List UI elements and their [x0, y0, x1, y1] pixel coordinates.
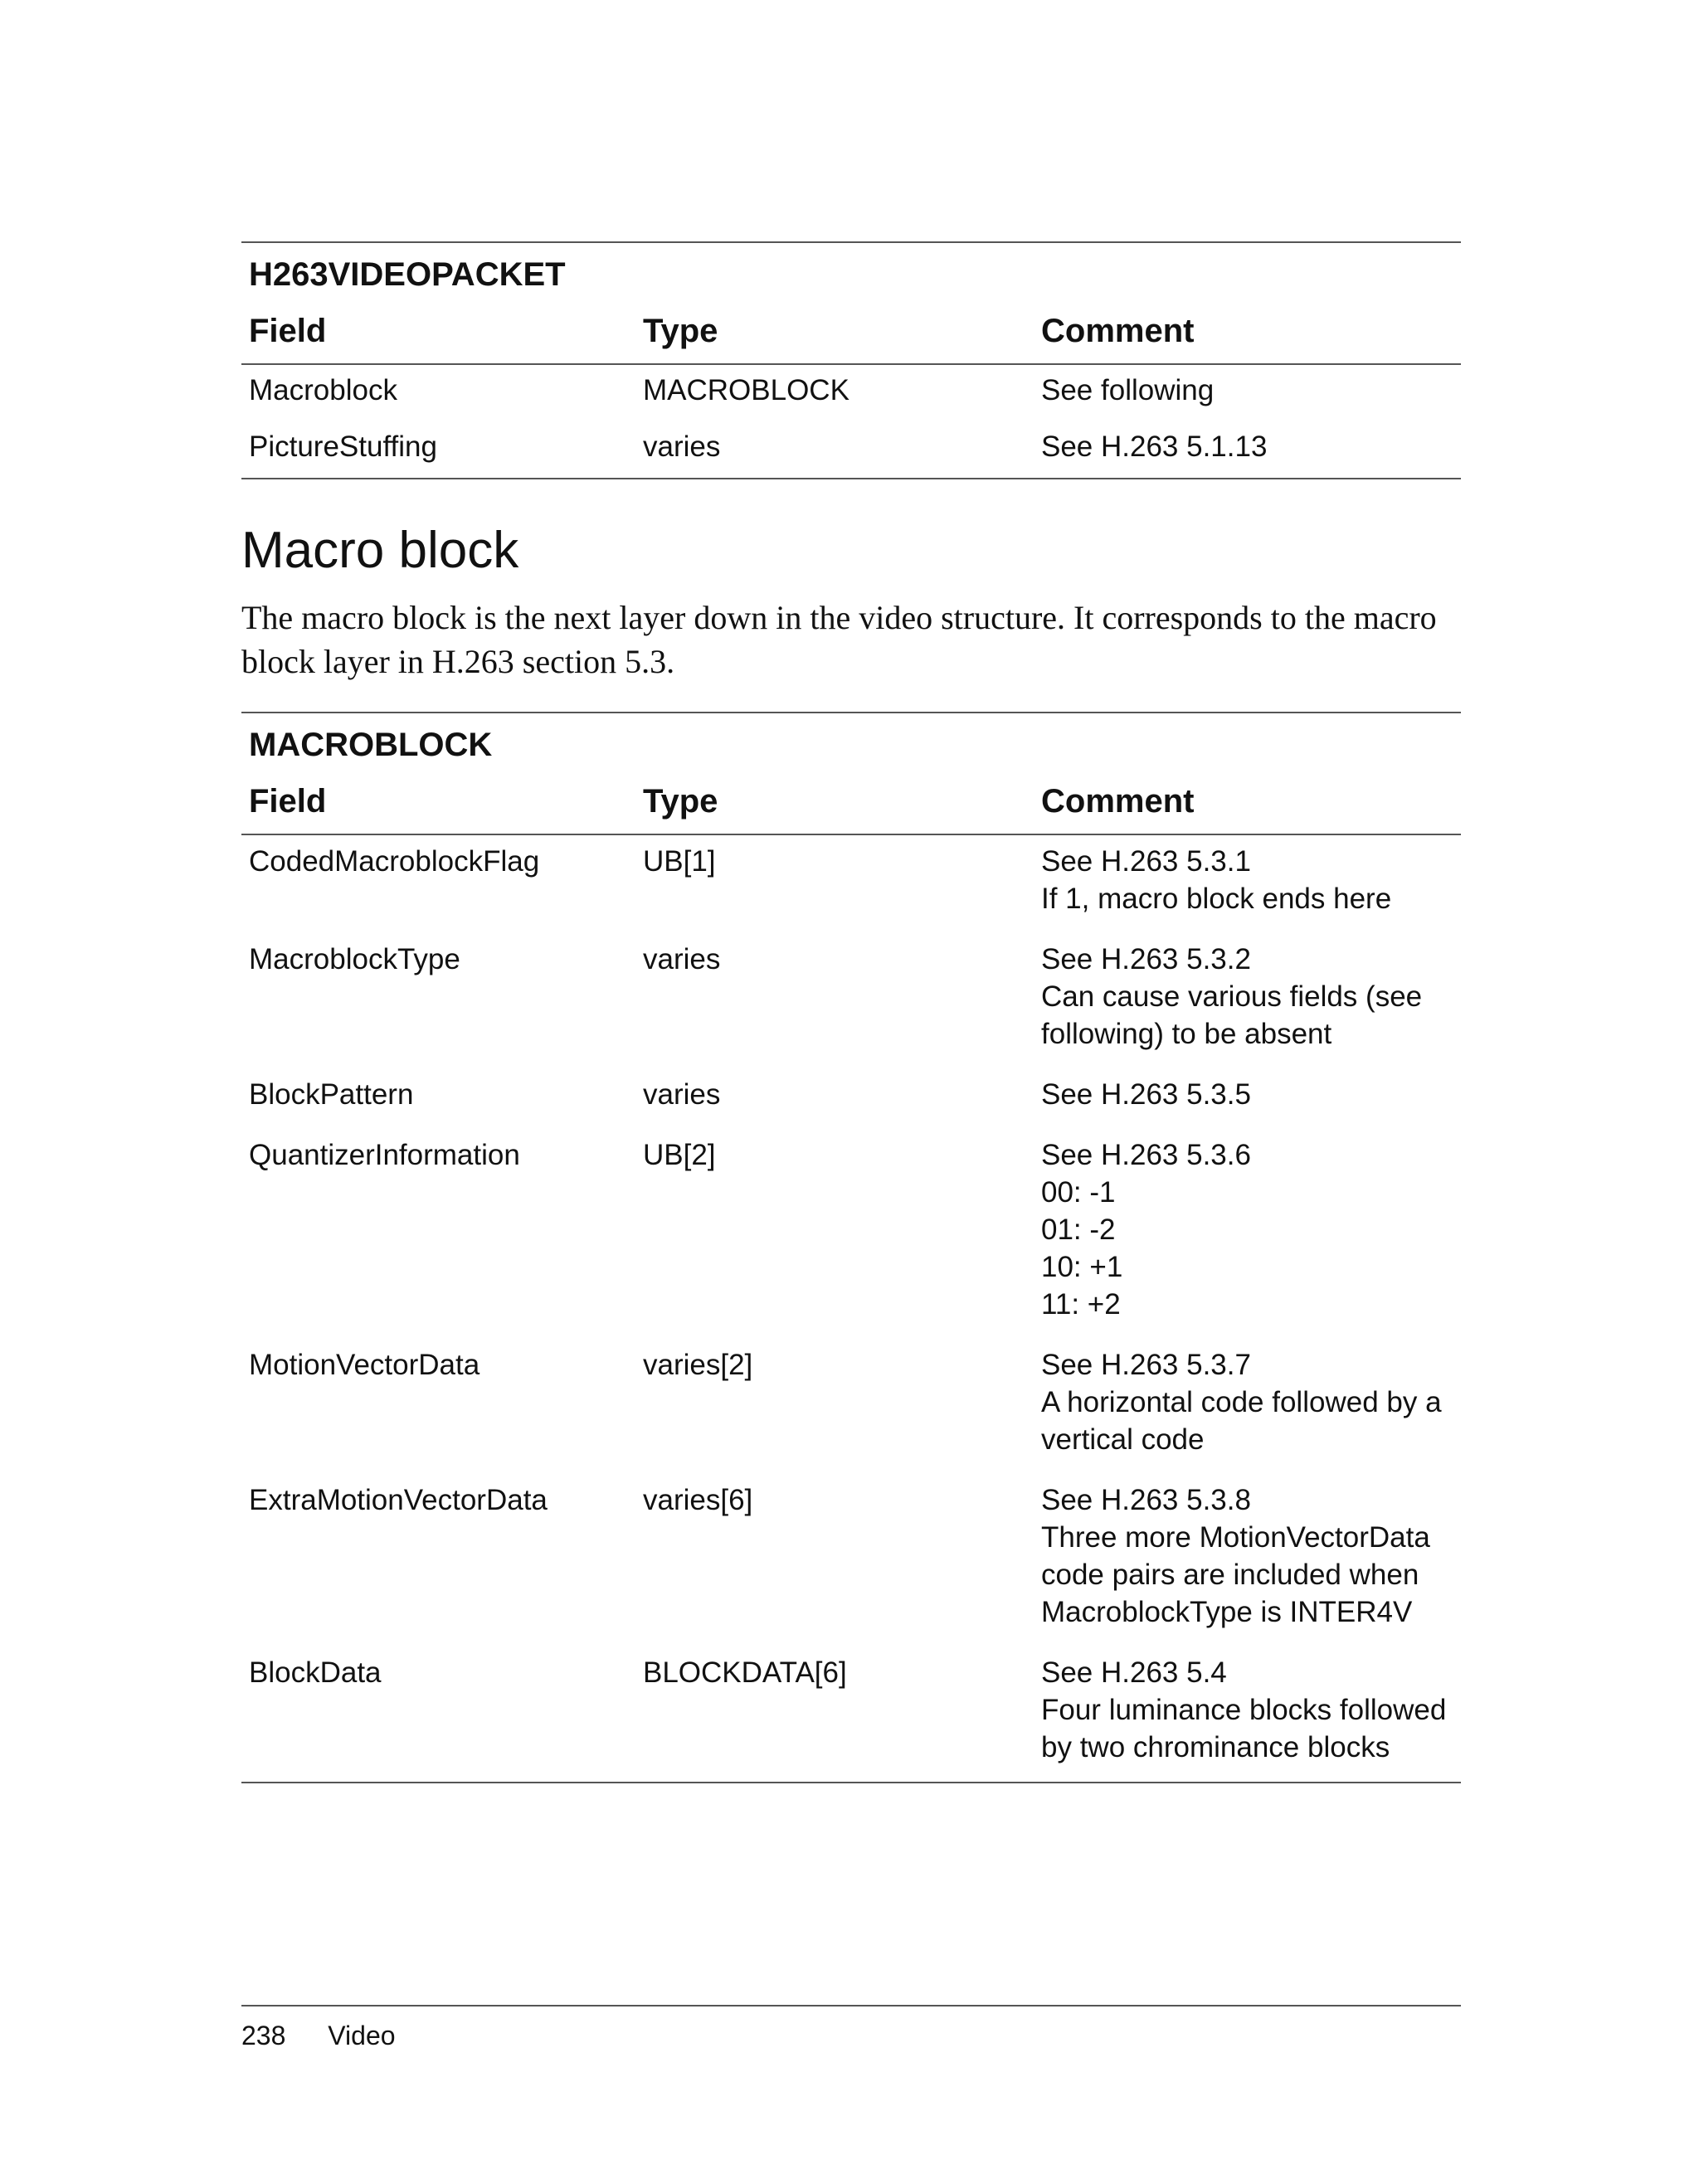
section-title: Macro block [241, 522, 519, 579]
comment-line: See H.263 5.3.2 [1041, 943, 1251, 975]
cell-comment [1034, 372, 1461, 409]
comment-line: Can cause various fields (see [1041, 980, 1423, 1013]
page-content [241, 241, 1461, 1783]
comment-line: See H.263 5.3.8 [1041, 1484, 1251, 1516]
cell-type: varies [643, 430, 721, 463]
table-row [241, 365, 1461, 421]
macroblock-table [241, 712, 1461, 1783]
table-title: H263VIDEOPACKET [249, 256, 566, 293]
comment-line: vertical code [1041, 1423, 1205, 1456]
table-body [241, 835, 1461, 1782]
page-footer [241, 2005, 1461, 2051]
table-header-row [241, 299, 1461, 365]
comment-line: See H.263 5.1.13 [1041, 430, 1268, 463]
cell-type: varies [643, 943, 721, 975]
comment-line: Four luminance blocks followed [1041, 1694, 1447, 1726]
table-row [241, 933, 1461, 1068]
comment-line: See H.263 5.3.1 [1041, 845, 1251, 878]
comment-line: A horizontal code followed by a [1041, 1386, 1442, 1418]
comment-line: 00: -1 [1041, 1176, 1116, 1209]
comment-line: by two chrominance blocks [1041, 1731, 1390, 1763]
h263videopacket-table [241, 241, 1461, 479]
comment-line: 01: -2 [1041, 1214, 1116, 1246]
header-field: Field [249, 782, 327, 820]
table-row [241, 1129, 1461, 1339]
cell-field: Macroblock [249, 374, 397, 406]
cell-type: varies [643, 1078, 721, 1111]
table-title: MACROBLOCK [249, 727, 493, 763]
cell-field: MotionVectorData [249, 1349, 480, 1381]
comment-line: 10: +1 [1041, 1251, 1123, 1283]
comment-line: If 1, macro block ends here [1041, 883, 1392, 915]
cell-field: MacroblockType [249, 943, 460, 975]
comment-line: See following [1041, 374, 1215, 406]
comment-line: Three more MotionVectorData [1041, 1521, 1430, 1554]
cell-comment [1034, 1136, 1461, 1323]
table-row [241, 1068, 1461, 1129]
cell-comment [1034, 941, 1461, 1053]
cell-field: ExtraMotionVectorData [249, 1484, 548, 1516]
table-row [241, 1474, 1461, 1647]
comment-line: See H.263 5.3.5 [1041, 1078, 1251, 1111]
comment-line: following) to be absent [1041, 1018, 1332, 1050]
footer-section-name: Video [328, 2021, 396, 2050]
cell-type: MACROBLOCK [643, 374, 850, 406]
page-number: 238 [241, 2021, 286, 2050]
cell-type: BLOCKDATA[6] [643, 1656, 847, 1689]
cell-comment [1034, 1346, 1461, 1458]
cell-comment [1034, 428, 1461, 465]
cell-field: BlockPattern [249, 1078, 414, 1111]
section-paragraph: The macro block is the next layer down in the video structure. It corresponds to the macro block layer in H.263 section 5.3. [241, 599, 1437, 680]
comment-line: 11: +2 [1041, 1288, 1121, 1321]
comment-line: See H.263 5.4 [1041, 1656, 1227, 1689]
cell-comment [1034, 1076, 1461, 1113]
table-row [241, 1647, 1461, 1782]
header-type: Type [643, 782, 718, 820]
cell-type: varies[6] [643, 1484, 753, 1516]
table-row [241, 421, 1461, 478]
comment-line: See H.263 5.3.7 [1041, 1349, 1251, 1381]
cell-comment [1034, 843, 1461, 917]
comment-line: MacroblockType is INTER4V [1041, 1596, 1413, 1628]
cell-comment [1034, 1481, 1461, 1631]
cell-type: UB[2] [643, 1139, 716, 1171]
table-header-row [241, 769, 1461, 835]
table-row [241, 1339, 1461, 1474]
header-field: Field [249, 312, 327, 349]
cell-type: UB[1] [643, 845, 716, 878]
comment-line: code pairs are included when [1041, 1559, 1419, 1591]
table-body [241, 365, 1461, 478]
table-row [241, 835, 1461, 933]
header-comment: Comment [1041, 312, 1195, 349]
cell-comment [1034, 1654, 1461, 1766]
header-type: Type [643, 312, 718, 349]
cell-field: QuantizerInformation [249, 1139, 520, 1171]
comment-line: See H.263 5.3.6 [1041, 1139, 1251, 1171]
cell-field: CodedMacroblockFlag [249, 845, 540, 878]
cell-field: BlockData [249, 1656, 382, 1689]
header-comment: Comment [1041, 782, 1195, 820]
cell-type: varies[2] [643, 1349, 753, 1381]
cell-field: PictureStuffing [249, 430, 437, 463]
